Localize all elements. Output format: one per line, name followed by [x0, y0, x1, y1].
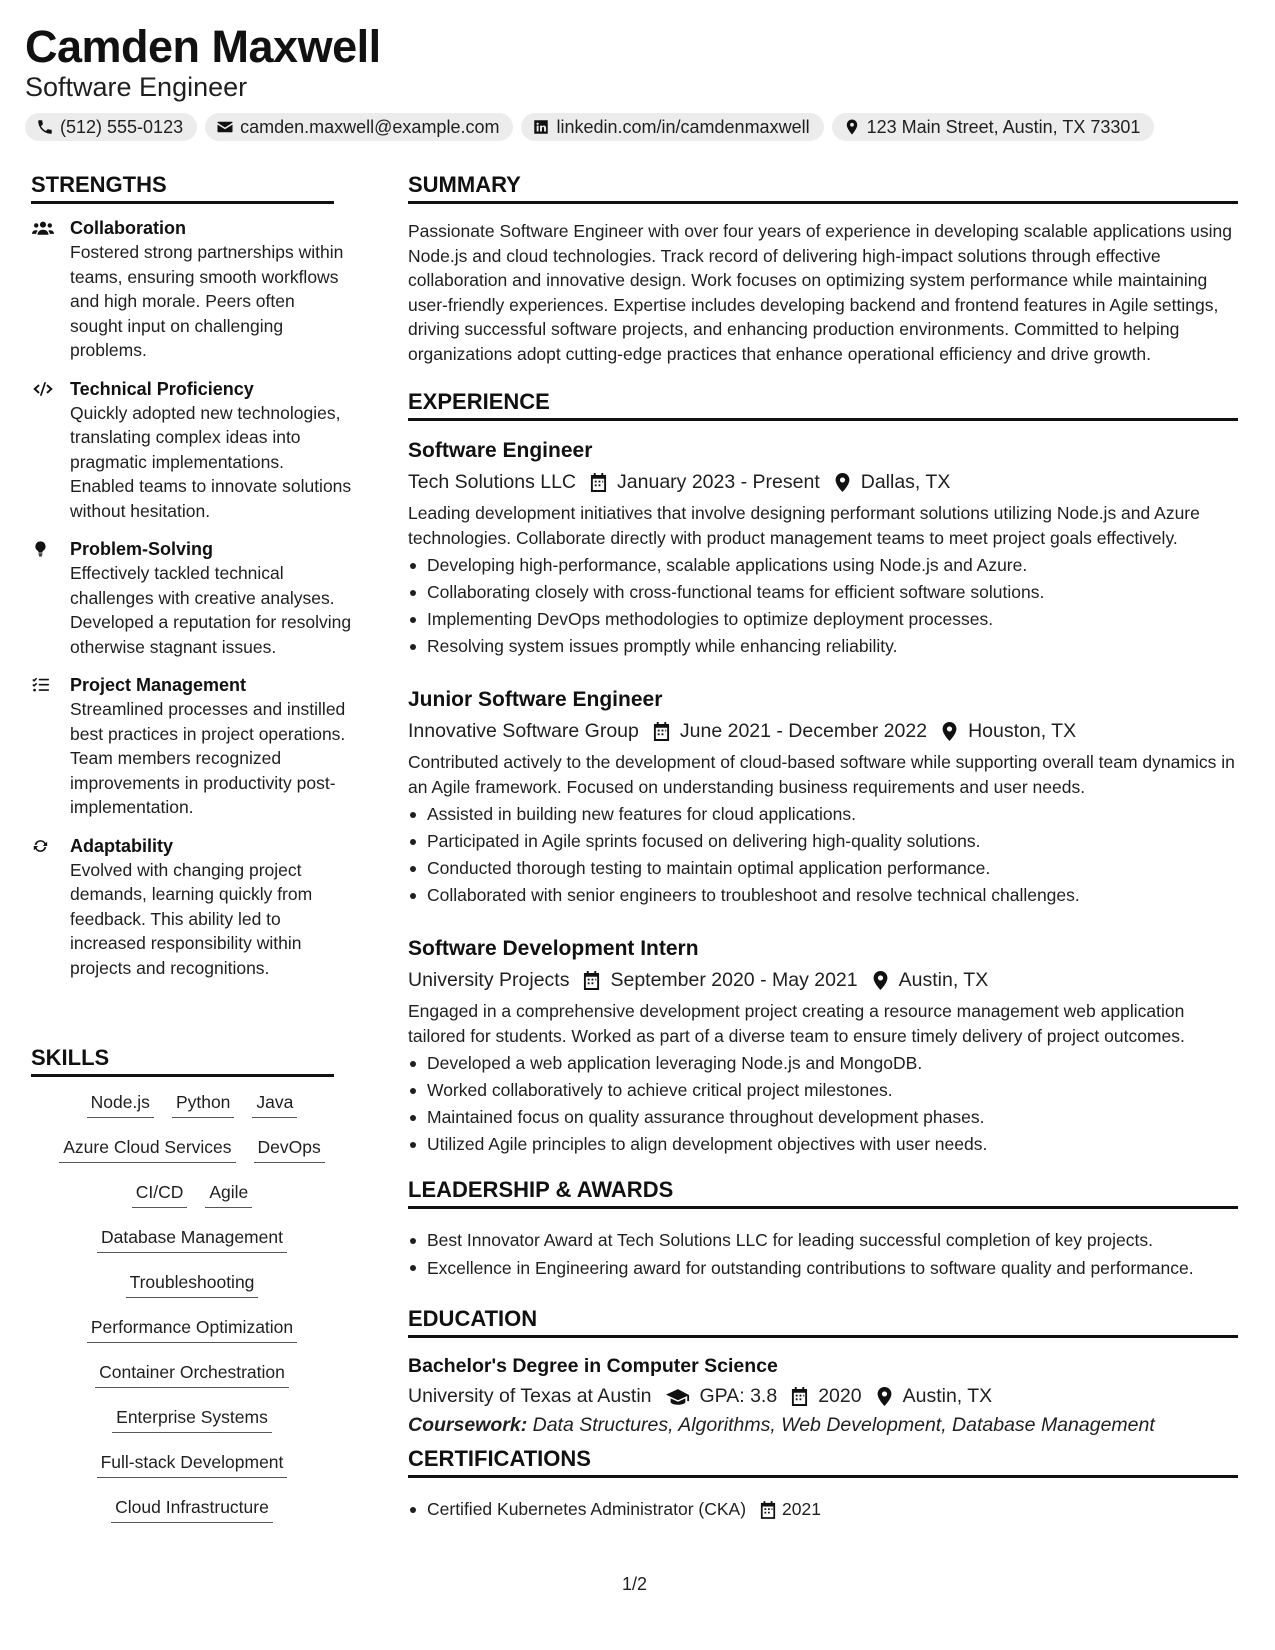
strength-title: Collaboration: [70, 218, 186, 238]
job-meta: [408, 716, 1243, 746]
skill-tag: Database Management: [97, 1225, 287, 1253]
education-heading: EDUCATION: [408, 1306, 1238, 1338]
skill-tag: Java: [252, 1090, 297, 1118]
list-item: Resolving system issues promptly while enhancing reliability.: [408, 633, 1243, 660]
list-item: Implementing DevOps methodologies to optimize deployment processes.: [408, 606, 1243, 633]
job-bullets: [408, 1050, 1243, 1158]
education-year: 2020: [818, 1385, 862, 1407]
strengths-list: [32, 216, 352, 994]
awards-bullets: [408, 1227, 1243, 1281]
list-item: [408, 1496, 1243, 1523]
strength-desc: Fostered strong partnerships within teams, ensuring smooth workflows and high morale. Peers often sought input on challenging problems.: [70, 242, 344, 360]
job-bullets: [408, 552, 1243, 660]
coursework-label: Coursework:: [408, 1414, 528, 1436]
contact-text: linkedin.com/in/camdenmaxwell: [556, 116, 810, 137]
job-3: [408, 935, 1243, 1158]
skill-tag: CI/CD: [132, 1180, 188, 1208]
education-location: Austin, TX: [902, 1385, 993, 1407]
strength-title: Project Management: [70, 675, 247, 695]
list-item: Utilized Agile principles to align development objectives with user needs.: [408, 1131, 1243, 1158]
awards-heading: LEADERSHIP & AWARDS: [408, 1177, 1238, 1209]
contact-linkedin[interactable]: [521, 113, 823, 141]
strength-desc: Evolved with changing project demands, learning quickly from feedback. This ability led to increased responsibility within projects and recognitions.: [70, 859, 313, 978]
job-title: Software Engineer: [408, 439, 593, 462]
code-icon: [32, 380, 54, 398]
calendar-icon: [583, 971, 600, 990]
calendar-icon: [760, 1501, 776, 1519]
skill-tag: Azure Cloud Services: [59, 1135, 235, 1163]
certifications-section: [408, 1494, 1243, 1523]
contact-email[interactable]: [205, 113, 513, 141]
skill-tag: Performance Optimization: [87, 1315, 297, 1343]
job-1: [408, 437, 1243, 660]
job-description: Leading development initiatives that involve designing performant solutions utilizing Node.js and Azure technologies. Collaborate directly with product management teams to meet project goals effectively.: [408, 503, 1200, 548]
summary-section: [408, 219, 1243, 366]
calendar-icon: [653, 722, 670, 741]
summary-heading: SUMMARY: [408, 172, 1238, 204]
task-list-icon: [32, 676, 54, 694]
graduation-cap-icon: [666, 1387, 690, 1406]
certification-name: Certified Kubernetes Administrator (CKA): [427, 1499, 747, 1519]
education-gpa: GPA: 3.8: [699, 1385, 778, 1407]
skill-row: [32, 1495, 352, 1540]
skill-row: [32, 1180, 352, 1225]
list-item: Developing high-performance, scalable applications using Node.js and Azure.: [408, 552, 1243, 579]
strength-desc: Effectively tackled technical challenges with creative analyses. Developed a reputation for resolving otherwise stagnant issues.: [70, 563, 352, 657]
coursework-text: Data Structures, Algorithms, Web Development, Database Management: [532, 1414, 1155, 1436]
job-location: Austin, TX: [898, 969, 989, 991]
lightbulb-icon: [32, 540, 54, 558]
skill-tag: Agile: [205, 1180, 252, 1208]
list-item: Best Innovator Award at Tech Solutions LLC for leading successful completion of key projects.: [408, 1227, 1243, 1254]
strength-title: Adaptability: [70, 835, 174, 856]
job-company: University Projects: [408, 969, 570, 991]
contact-text: (512) 555-0123: [60, 116, 184, 137]
job-title: Software Development Intern: [408, 937, 699, 960]
list-item: Conducted thorough testing to maintain optimal application performance.: [408, 855, 1243, 882]
strength-title: Technical Proficiency: [70, 378, 254, 399]
job-dates: January 2023 - Present: [617, 471, 820, 493]
job-2: [408, 686, 1243, 909]
job-bullets: [408, 801, 1243, 909]
strength-title: Problem-Solving: [70, 539, 214, 559]
education-section: [408, 1353, 1243, 1439]
calendar-icon: [791, 1387, 808, 1406]
calendar-icon: [590, 473, 607, 492]
skill-tag: Cloud Infrastructure: [111, 1495, 273, 1523]
skill-tag: Python: [172, 1090, 234, 1118]
skill-row: [32, 1270, 352, 1315]
contact-row: [25, 113, 1154, 141]
list-item: Collaborated with senior engineers to troubleshoot and resolve technical challenges.: [408, 882, 1243, 909]
map-pin-icon: [872, 971, 889, 990]
summary-text: Passionate Software Engineer with over four years of experience in developing scalable applications using Node.js and cloud technologies. Track record of delivering high-impact solutions through effective collaboration and innovative design. Work focuses on optimizing system performance while maintaining user-friendly experiences. Expertise includes developing backend and frontend features in Agile settings, driving successful software projects, and enhancing production environments. Committed to helping organizations adopt cutting-edge practices that enhance operational efficiency and drive growth.: [408, 221, 1232, 364]
job-dates: June 2021 - December 2022: [679, 720, 928, 742]
phone-icon: [36, 118, 54, 136]
contact-address[interactable]: [832, 113, 1155, 141]
envelope-icon: [216, 118, 234, 136]
job-dates: September 2020 - May 2021: [610, 969, 858, 991]
job-description: Engaged in a comprehensive development project creating a resource management web application tailored for students. Worked as part of a diverse team to ensure timely delivery of project outcomes.: [408, 1001, 1185, 1046]
certification-year: 2021: [782, 1499, 821, 1519]
education-coursework: [408, 1411, 1243, 1439]
skill-row: [32, 1315, 352, 1360]
job-company: Innovative Software Group: [408, 720, 639, 742]
candidate-title: Software Engineer: [25, 72, 248, 102]
job-location: Dallas, TX: [860, 471, 951, 493]
skills-list: [32, 1090, 352, 1540]
skill-tag: Full-stack Development: [97, 1450, 288, 1478]
skill-row: [32, 1225, 352, 1270]
education-school: University of Texas at Austin: [408, 1385, 652, 1407]
page-number: 1/2: [622, 1574, 648, 1594]
skill-row: [32, 1405, 352, 1450]
list-item: Developed a web application leveraging Node.js and MongoDB.: [408, 1050, 1243, 1077]
strength-item: [32, 673, 352, 820]
job-meta: [408, 467, 1243, 497]
education-degree: Bachelor's Degree in Computer Science: [408, 1355, 778, 1377]
skill-tag: Node.js: [87, 1090, 154, 1118]
candidate-name: Camden Maxwell: [25, 21, 381, 72]
skill-tag: Container Orchestration: [95, 1360, 289, 1388]
job-meta: [408, 965, 1243, 995]
strength-item: [32, 216, 352, 363]
skill-row: [32, 1135, 352, 1180]
skill-tag: Enterprise Systems: [112, 1405, 272, 1433]
job-company: Tech Solutions LLC: [408, 471, 577, 493]
skill-row: [32, 1450, 352, 1495]
strength-desc: Quickly adopted new technologies, translating complex ideas into pragmatic implementations. Enabled teams to innovate solutions without hesitation.: [70, 402, 352, 521]
linkedin-icon: [532, 118, 550, 136]
list-item: Excellence in Engineering award for outstanding contributions to software quality and performance.: [408, 1254, 1243, 1281]
list-item: Worked collaboratively to achieve critical project milestones.: [408, 1077, 1243, 1104]
education-meta: [408, 1381, 1243, 1411]
certifications-bullets: [408, 1496, 1243, 1523]
contact-text: 123 Main Street, Austin, TX 73301: [866, 116, 1141, 137]
job-description: Contributed actively to the development of cloud-based software while supporting overall team dynamics in an Agile framework. Focused on understanding business requirements and user needs.: [408, 752, 1235, 797]
skill-row: [32, 1090, 352, 1135]
map-pin-icon: [834, 473, 851, 492]
certifications-heading: CERTIFICATIONS: [408, 1446, 1238, 1478]
contact-phone[interactable]: [25, 113, 197, 141]
awards-section: [408, 1225, 1243, 1281]
map-pin-icon: [876, 1387, 893, 1406]
strengths-heading: STRENGTHS: [31, 172, 334, 204]
skill-tag: Troubleshooting: [126, 1270, 259, 1298]
list-item: Participated in Agile sprints focused on delivering high-quality solutions.: [408, 828, 1243, 855]
strength-item: [32, 537, 352, 659]
strength-item: [32, 834, 352, 981]
job-location: Houston, TX: [968, 720, 1077, 742]
list-item: Maintained focus on quality assurance throughout development phases.: [408, 1104, 1243, 1131]
list-item: Assisted in building new features for cloud applications.: [408, 801, 1243, 828]
users-icon: [32, 219, 54, 237]
contact-text: camden.maxwell@example.com: [240, 116, 500, 137]
job-title: Junior Software Engineer: [408, 688, 663, 711]
map-pin-icon: [843, 118, 861, 136]
skill-tag: DevOps: [254, 1135, 325, 1163]
sync-icon: [32, 837, 54, 855]
experience-heading: EXPERIENCE: [408, 389, 1238, 421]
strength-desc: Streamlined processes and instilled best practices in project operations. Team members recognized improvements in productivity post-implementation.: [70, 699, 346, 817]
skills-heading: SKILLS: [31, 1045, 334, 1077]
strength-item: [32, 377, 352, 524]
skill-row: [32, 1360, 352, 1405]
list-item: Collaborating closely with cross-functional teams for efficient software solutions.: [408, 579, 1243, 606]
map-pin-icon: [941, 722, 958, 741]
